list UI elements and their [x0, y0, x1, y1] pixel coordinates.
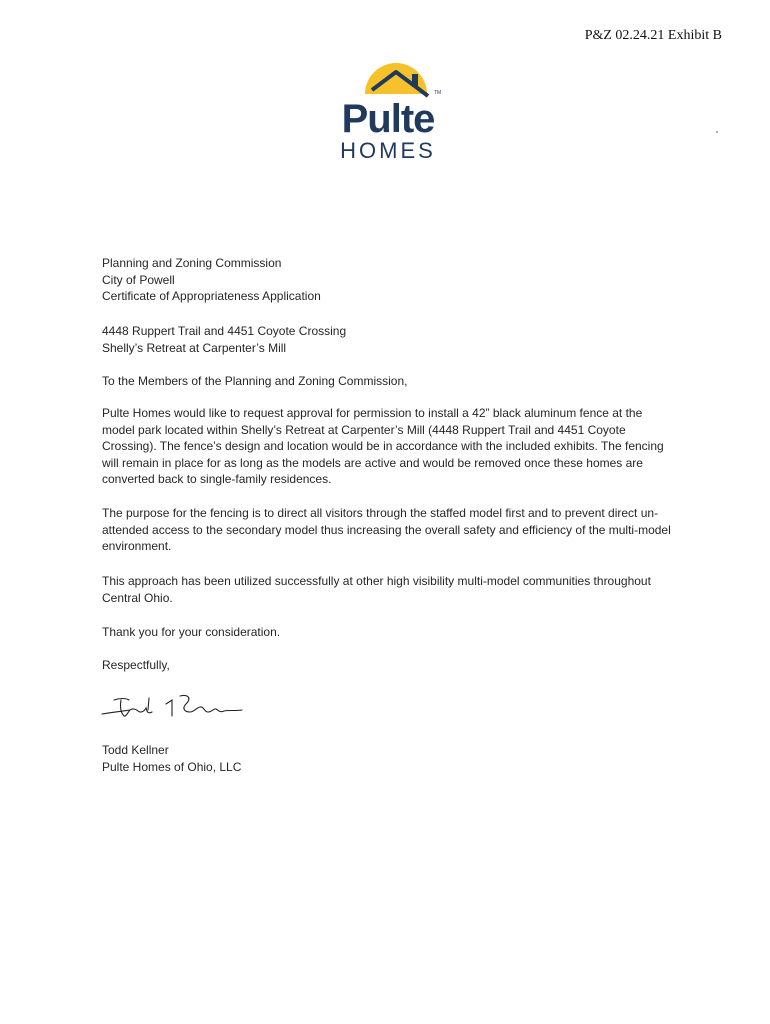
logo-trademark: TM [434, 90, 442, 96]
address-block [102, 323, 672, 356]
recipient-block [102, 255, 672, 305]
body-paragraph-1: Pulte Homes would like to request approval for permission to install a 42” black aluminum fence at the model park located within Shelly’s Retreat at Carpenter’s Mill (4448 Ruppert Trail and 4451 Coyote Crossing). The fence’s design and location would be in accordance with the included exhibits. The fencing will remain in place for as long as the models are active and would be removed once these homes are converted back to single-family residences. [102, 406, 664, 486]
body-paragraph-4: Thank you for your consideration. [102, 625, 281, 639]
logo-brand: Pulte [341, 97, 435, 141]
logo-sub: HOMES [340, 138, 436, 163]
address-line: Shelly’s Retreat at Carpenter’s Mill [102, 340, 287, 355]
recipient-line: City of Powell [102, 272, 175, 287]
body-paragraph-3: This approach has been utilized successfully at other high visibility multi-model communities throughout Central Ohio. [102, 574, 651, 605]
salutation: To the Members of the Planning and Zoning Commission, [102, 374, 408, 388]
signer-name: Todd Kellner [102, 743, 169, 757]
recipient-line: Certificate of Appropriateness Application [102, 289, 321, 303]
exhibit-label: P&Z 02.24.21 Exhibit B [584, 28, 722, 43]
scan-speck [716, 131, 718, 133]
handwritten-signature [96, 690, 246, 724]
signer-company: Pulte Homes of Ohio, LLC [102, 759, 242, 774]
body-paragraph-2: The purpose for the fencing is to direct all visitors through the staffed model first and to prevent direct un-attended access to the secondary model thus increasing the overall safety and efficiency of the multi-model environment. [102, 506, 671, 553]
address-line: 4448 Ruppert Trail and 4451 Coyote Crossing [102, 324, 347, 338]
pulte-homes-logo [326, 60, 450, 164]
signer-block [102, 742, 672, 775]
closing: Respectfully, [102, 658, 170, 672]
recipient-line: Planning and Zoning Commission [102, 256, 282, 270]
